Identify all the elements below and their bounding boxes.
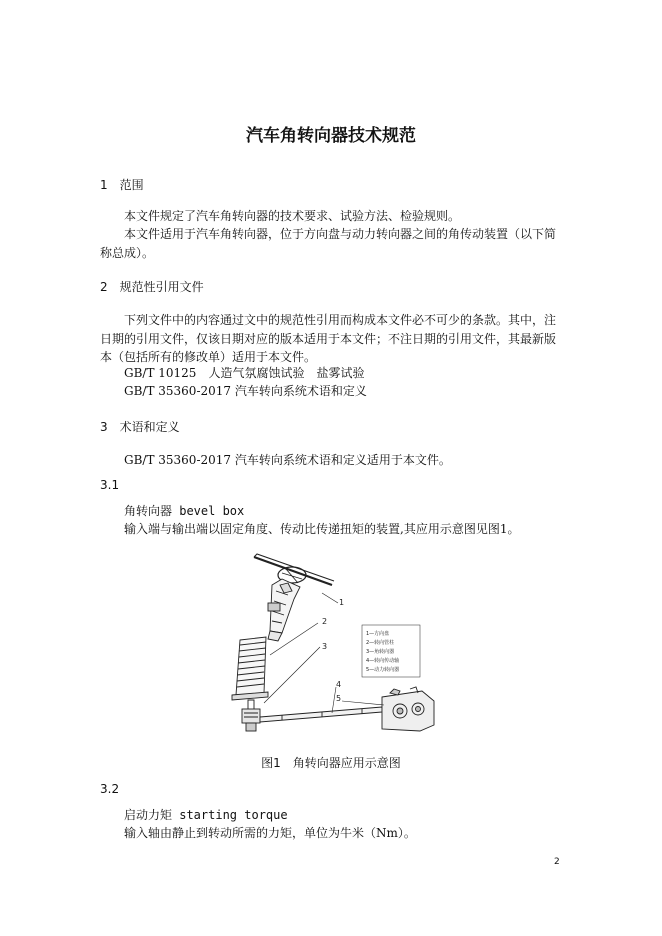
legend-item-3: 3—角转向器 [366,649,395,655]
section-3-heading: 3 术语和定义 [100,420,180,434]
legend-item-2: 2—转向管柱 [366,640,395,646]
callout-4: 4 [336,680,342,689]
callout-3: 3 [322,642,328,651]
section-2-paragraph: 下列文件中的内容通过文中的规范性引用而构成本文件必不可少的条款。其中，注日期的引用文件，仅该日期对应的版本适用于本文件；不注日期的引用文件，其最新版本（包括所有的修改单）适用于本文件。 [100,313,557,364]
section-1-paragraph-1: 本文件规定了汽车角转向器的技术要求、试验方法、检验规则。 [124,209,461,223]
steering-column-drawing [268,579,300,641]
callout-2: 2 [322,617,328,626]
figure-caption: 图1 角转向器应用示意图 [261,756,401,770]
legend-item-4: 4—转向传动轴 [366,658,400,664]
bevel-box-drawing [242,700,260,731]
legend-item-1: 1—方向盘 [366,631,390,637]
clause-3-1-number: 3.1 [100,478,120,492]
section-1-heading: 1 范围 [100,178,144,192]
figure-legend [362,625,420,677]
figure-bevel-box-diagram [222,545,460,740]
clause-3-2-definition: 输入轴由静止到转动所需的力矩，单位为牛米（Nm）。 [124,826,416,840]
steering-wheel-drawing [254,554,334,585]
page-number: 2 [554,857,560,867]
section-3-paragraph: GB/T 35360-2017 汽车转向系统术语和定义适用于本文件。 [124,453,451,467]
callout-1: 1 [339,598,345,607]
page-title: 汽车角转向器技术规范 [246,126,416,146]
clause-3-1-definition: 输入端与输出端以固定角度、传动比传递扭矩的装置,其应用示意图见图1。 [124,522,520,536]
clause-3-1-term: 角转向器 bevel box [124,504,245,518]
reference-gbt-35360: GB/T 35360-2017 汽车转向系统术语和定义 [124,384,367,398]
power-steering-gear-drawing [382,687,434,731]
section-2-heading: 2 规范性引用文件 [100,280,204,294]
bellows-drawing [232,637,268,700]
reference-gbt-10125: GB/T 10125 人造气氛腐蚀试验 盐雾试验 [124,366,365,380]
section-1-paragraph-2: 本文件适用于汽车角转向器，位于方向盘与动力转向器之间的角传动装置（以下简称总成）。 [100,227,557,260]
clause-3-2-term: 启动力矩 starting torque [124,808,288,822]
clause-3-2-number: 3.2 [100,782,120,796]
intermediate-shaft-drawing [260,707,382,722]
callout-5: 5 [336,694,342,703]
legend-item-5: 5—动力转向器 [366,667,400,673]
